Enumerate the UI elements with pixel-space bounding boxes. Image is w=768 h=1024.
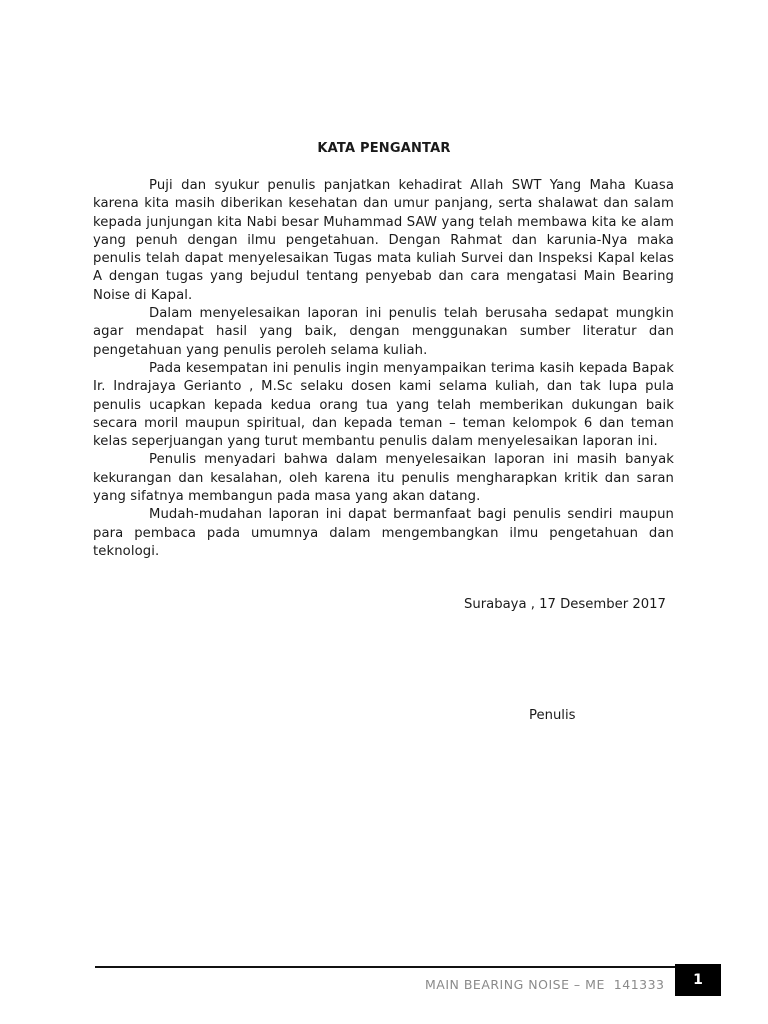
author-signature-label: Penulis xyxy=(529,708,576,723)
paragraph: Pada kesempatan ini penulis ingin menyampaikan terima kasih kepada Bapak Ir. Indrajaya Gerianto , M.Sc selaku dosen kami selama kuliah, dan tak lupa pula penulis ucapkan kepada kedua orang tua yang telah memberikan dukungan baik secara moril maupun spiritual, dan kepada teman – teman kelompok 6 dan teman kelas seperjuangan yang turut membantu penulis dalam menyelesaikan laporan ini. xyxy=(93,360,674,450)
paragraph: Penulis menyadari bahwa dalam menyelesaikan laporan ini masih banyak kekurangan dan kesalahan, oleh karena itu penulis mengharapkan kritik dan saran yang sifatnya membangun pada masa yang akan datang. xyxy=(93,452,674,505)
paragraph: Puji dan syukur penulis panjatkan kehadirat Allah SWT Yang Maha Kuasa karena kita masih diberikan kesehatan dan umur panjang, serta shalawat dan salam kepada junjungan kita Nabi besar Muhammad SAW yang telah membawa kita ke alam yang penuh dengan ilmu pengetahuan. Dengan Rahmat dan karunia-Nya maka penulis telah dapat menyelesaikan Tugas mata kuliah Survei dan Inspeksi Kapal kelas A dengan tugas yang bejudul tentang penyebab dan cara mengatasi Main Bearing Noise di Kapal. xyxy=(93,178,674,303)
footer-divider xyxy=(95,966,675,968)
body-text xyxy=(93,177,674,561)
page-title: KATA PENGANTAR xyxy=(317,141,451,156)
place-date: Surabaya , 17 Desember 2017 xyxy=(464,597,666,612)
paragraph: Mudah-mudahan laporan ini dapat bermanfaat bagi penulis sendiri maupun para pembaca pada umumnya dalam mengembangkan ilmu pengetahuan dan teknologi. xyxy=(93,507,674,559)
page-number-badge xyxy=(675,964,721,996)
paragraph: Dalam menyelesaikan laporan ini penulis telah berusaha sedapat mungkin agar mendapat hasil yang baik, dengan menggunakan sumber literatur dan pengetahuan yang penulis peroleh selama kuliah. xyxy=(93,306,674,358)
page-number: 1 xyxy=(693,972,703,988)
footer-running-title: MAIN BEARING NOISE – ME 141333 xyxy=(425,977,665,992)
